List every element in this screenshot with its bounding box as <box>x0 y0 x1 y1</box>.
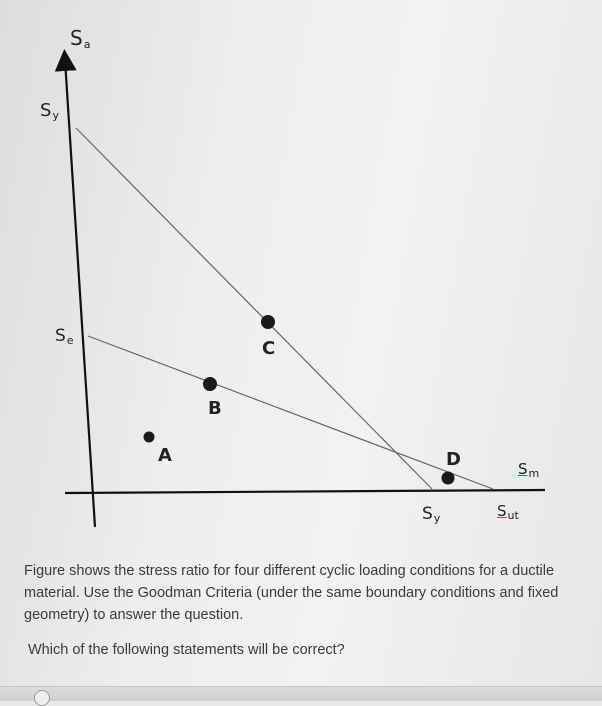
sy-bottom-label: Sy <box>422 504 441 525</box>
point-b-label: B <box>208 398 222 419</box>
sy-top-label: Sy <box>40 100 59 122</box>
point-c-label: C <box>262 338 276 359</box>
figure-caption: Figure shows the stress ratio for four different cyclic loading conditions for a ductile material. Use the Goodman Criteria (under the same boundary conditions and fixed geometry) to answer the question. <box>24 563 559 623</box>
question-text: Which of the following statements will be correct? <box>28 642 345 658</box>
answer-options-edge <box>0 686 602 701</box>
x-axis-label: $S_m$ <box>518 460 540 480</box>
sut-label: $S_{ut}$ <box>497 502 519 522</box>
y-axis-label: Sa <box>70 26 91 51</box>
point-a-label: A <box>158 445 172 466</box>
point-d-label: D <box>446 449 461 470</box>
point-b-marker <box>203 377 217 391</box>
goodman-line <box>88 336 493 489</box>
se-label: Se <box>55 326 74 347</box>
answer-radio-button[interactable] <box>34 690 50 706</box>
point-c-marker <box>261 315 275 329</box>
point-a-marker <box>144 432 155 443</box>
x-axis-line <box>65 490 545 493</box>
y-axis-line <box>65 60 95 527</box>
yield-line <box>76 128 432 489</box>
point-d-marker <box>442 472 455 485</box>
